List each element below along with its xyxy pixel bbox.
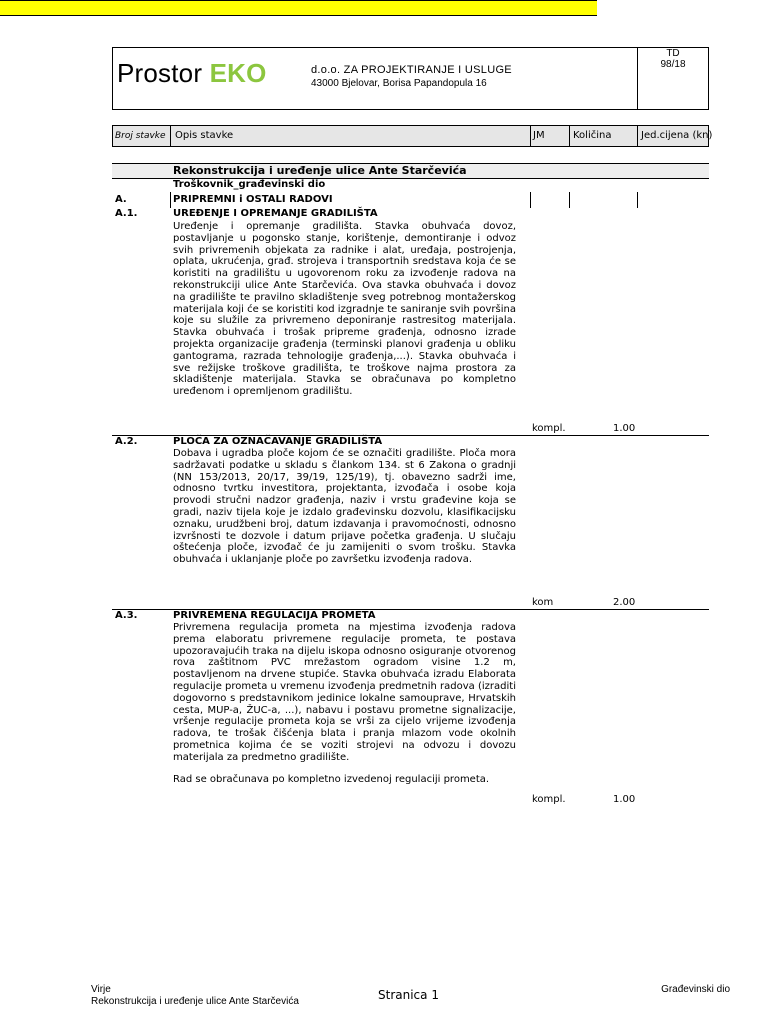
section-title: PRIPREMNI i OSTALI RADOVI <box>173 194 333 205</box>
col-quantity: Količina <box>573 130 612 141</box>
col-divider <box>530 125 531 147</box>
col-description: Opis stavke <box>175 130 234 141</box>
item-description-note: Rad se obračunava po kompletno izvedenoj regulaciji prometa. <box>173 774 490 785</box>
section-divider <box>170 192 171 208</box>
item-unit: kompl. <box>532 794 566 805</box>
column-header-row <box>112 125 713 147</box>
company-name: d.o.o. ZA PROJEKTIRANJE I USLUGE <box>311 64 512 76</box>
item-title: PLOČA ZA OZNAČAVANJE GRADILIŠTA <box>173 436 383 447</box>
footer-location: Virje <box>91 984 111 995</box>
col-divider <box>569 125 570 147</box>
page-number: Stranica 1 <box>378 988 439 1002</box>
project-title: Rekonstrukcija i uređenje ulice Ante Starčevića <box>173 164 467 177</box>
item-number: A.2. <box>115 436 138 447</box>
footer-left <box>91 984 299 1008</box>
logo-brand: EKO <box>209 58 267 88</box>
col-unit: JM <box>533 130 545 141</box>
item-quantity: 1.00 <box>613 423 636 434</box>
col-unit-price: Jed.cijena (kn) <box>641 130 713 141</box>
item-unit: kompl. <box>532 423 566 434</box>
col-number: Broj stavke <box>115 131 166 141</box>
logo-prefix: Prostor <box>117 58 210 88</box>
item-description: Privremena regulacija prometa na mjestima izvođenja radova prema elaboratu privremene regulacije prometa, te postava upozoravajućih traka na dijelu iskopa odnosno osiguranje otvorenog rova zaštitnom PVC mrežastom ogradom visine 1.2 m, postavljenom na drvene stupiće. Stavka obuhvaća izradu Elaborata regulacije prometa u vremenu izvođenja predmetnih radova (izraditi dogovorno s predstavnikom jedinice lokalne samouprave, Hrvatskih cesta, MUP-a, ŽUC-a, ...), nabavu i postavu prometne signalizacije, vršenje regulacije prometa koja se vrši za cijelo vrijeme izvođenja radova, te trošak čišćenja blata i pranja mlazom vode okolnih prometnica kojima će se voziti strojevi na odvozu i dovozu materijala za predmetno gradilište. <box>173 622 516 763</box>
doc-label: TD <box>666 48 680 59</box>
item-description: Uređenje i opremanje gradilišta. Stavka obuhvaća dovoz, postavljanje u pogonsko stanje, korištenje, demontiranje i odvoz svih privremenih objekata za radnike i alat, uređaja, postrojenja, oplata, ukrućenja, građ. strojeva i transportnih sredstava koja će se koristiti na gradilištu u ugovorenom roku za izvođenje radova na rekonstrukciji ulice Ante Starčevića. Ova stavka obuhvaća i dovoz na gradilište te pravilno skladištenje sveg potrebnog montažerskog materijala koji će se koristiti kod izgradnje te saniranje svih površina koje su služile za privremeno deponiranje rastresitog materijala. Stavka obuhvaća i trošak pripreme građenja, odnosno izrade projekta organizacije građenja (terminski planovi građenja u obliku gantograma, razrada tehnologije građenja,...). Stavka obuhvaća i sve režijske troškove gradilišta, te troškove najma prostora za skladištenje materijala. Stavka se obračunava po kompletno uređenom i opremljenom gradilištu. <box>173 221 516 398</box>
item-number: A.3. <box>115 610 138 621</box>
item-title: UREĐENJE I OPREMANJE GRADILIŠTA <box>173 208 378 219</box>
section-number: A. <box>115 194 127 205</box>
document-reference <box>638 48 708 70</box>
company-logo <box>117 58 267 88</box>
item-number: A.1. <box>115 208 138 219</box>
footer-project-name: Rekonstrukcija i uređenje ulice Ante Starčevića <box>91 996 299 1007</box>
section-divider <box>637 192 638 208</box>
item-description: Dobava i ugradba ploče kojom će se označiti gradilište. Ploča mora sadržavati podatke u skladu s člankom 134. st 6 Zakona o gradnji (NN 153/2013, 20/17, 39/19, 125/19), tj. obavezno sadrži ime, odnosno tvrtku investitora, projektanta, izvođača i osobe koja provodi stručni nadzor građenja, naziv i vrstu građevine koja se gradi, naziv tijela koje je izdalo građevinsku dozvolu, klasifikacijsku oznaku, urudžbeni broj, datum izdavanja i pravomoćnosti, odnosno izvršnosti te dozvole i datum prijave početka građenja. U slučaju oštećenja ploče, izvođač će ju zamijeniti o svom trošku. Stavka obuhvaća i uklanjanje ploče po završetku izvođenja radova. <box>173 448 516 566</box>
col-divider <box>170 125 171 147</box>
item-title: PRIVREMENA REGULACIJA PROMETA <box>173 610 376 621</box>
footer-section-name: Građevinski dio <box>661 984 730 995</box>
item-quantity: 1.00 <box>613 794 636 805</box>
doc-number: 98/18 <box>660 59 686 70</box>
section-divider <box>569 192 570 208</box>
item-quantity: 2.00 <box>613 597 636 608</box>
company-address: 43000 Bjelovar, Borisa Papandopula 16 <box>311 78 487 89</box>
section-divider <box>530 192 531 208</box>
col-divider <box>637 125 638 147</box>
project-subtitle: Troškovnik_građevinski dio <box>173 179 326 190</box>
section-row <box>0 0 597 16</box>
item-unit: kom <box>532 597 554 608</box>
